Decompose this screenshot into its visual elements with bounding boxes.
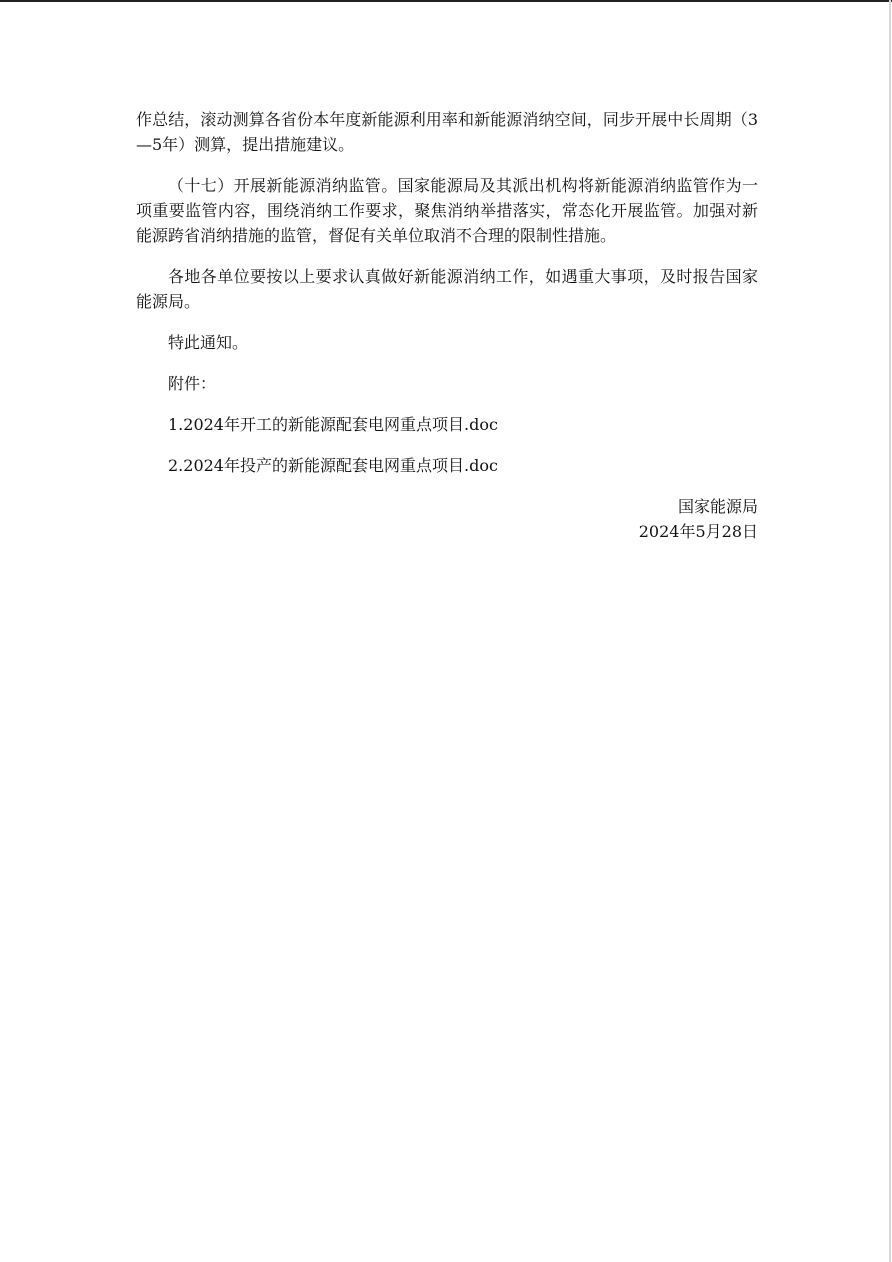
- paragraph-section-17: （十七）开展新能源消纳监管。国家能源局及其派出机构将新能源消纳监管作为一项重要监管内容，围绕消纳工作要求，聚焦消纳举措落实，常态化开展监管。加强对新能源跨省消纳措施的监管，督促有关单位取消不合理的限制性措施。: [136, 176, 758, 245]
- paragraph-continuation: 作总结，滚动测算各省份本年度新能源利用率和新能源消纳空间，同步开展中长周期（3—5年）测算，提出措施建议。: [136, 110, 758, 154]
- page-top-border: [0, 0, 892, 2]
- paragraph-notice-close: 特此通知。: [168, 333, 249, 352]
- document-body: [136, 107, 758, 544]
- page-right-border: [889, 0, 891, 1262]
- signature-organization: 国家能源局: [677, 497, 758, 516]
- signature-block: [136, 494, 758, 544]
- attachment-link-2[interactable]: 2.2024年投产的新能源配套电网重点项目.doc: [168, 456, 498, 475]
- signature-date: 2024年5月28日: [638, 522, 758, 541]
- attachment-link-1[interactable]: 1.2024年开工的新能源配套电网重点项目.doc: [168, 415, 498, 434]
- attachments-heading: 附件：: [168, 374, 217, 393]
- paragraph-requirement: 各地各单位要按以上要求认真做好新能源消纳工作，如遇重大事项，及时报告国家能源局。: [136, 267, 758, 311]
